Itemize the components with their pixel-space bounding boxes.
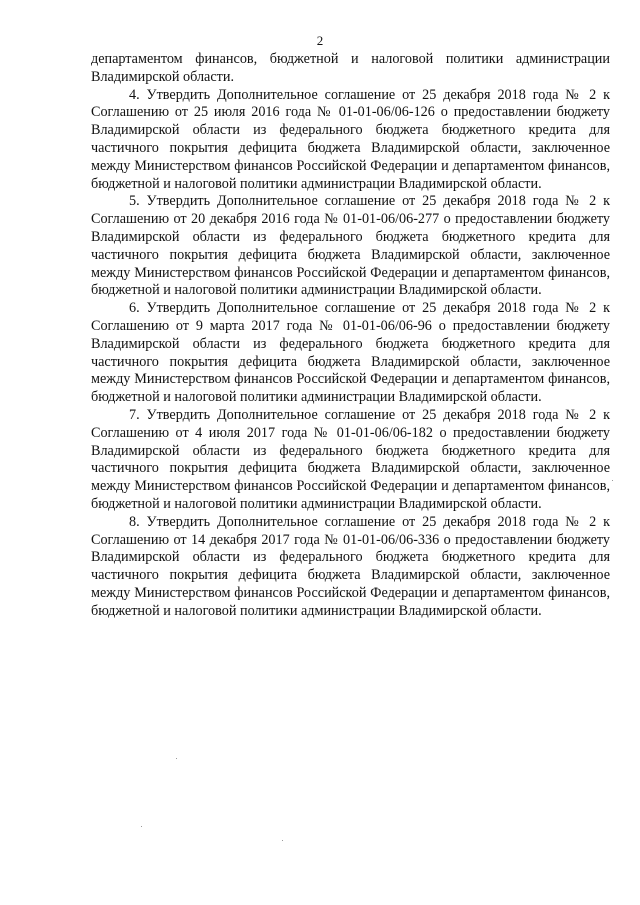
scan-speck (176, 758, 177, 759)
paragraph-item-4: 4. Утвердить Дополнительное соглашение от 25 декабря 2018 года № 2 к Соглашению от 25 июля 2016 года № 01-01-06/06-126 о предоставлении бюджету Владимирской области из федерального бюджета бюджетного кредита для частичного покрытия дефицита бюджета Владимирской области, заключенное между Министерством финансов Российской Федерации и департаментом финансов, бюджетной и налоговой политики администрации Владимирской области. (91, 86, 610, 192)
paragraph-item-6: 6. Утвердить Дополнительное соглашение от 25 декабря 2018 года № 2 к Соглашению от 9 марта 2017 года № 01-01-06/06-96 о предоставлении бюджету Владимирской области из федерального бюджета бюджетного кредита для частичного покрытия дефицита бюджета Владимирской области, заключенное между Министерством финансов Российской Федерации и департаментом финансов, бюджетной и налоговой политики администрации Владимирской области. (91, 300, 610, 406)
document-body (91, 51, 610, 621)
paragraph-item-5: 5. Утвердить Дополнительное соглашение от 25 декабря 2018 года № 2 к Соглашению от 20 декабря 2016 года № 01-01-06/06-277 о предоставлении бюджету Владимирской области из федерального бюджета бюджетного кредита для частичного покрытия дефицита бюджета Владимирской области, заключенное между Министерством финансов Российской Федерации и департаментом финансов, бюджетной и налоговой политики администрации Владимирской области. (91, 193, 610, 299)
paragraph-item-7: 7. Утвердить Дополнительное соглашение от 25 декабря 2018 года № 2 к Соглашению от 4 июля 2017 года № 01-01-06/06-182 о предоставлении бюджету Владимирской области из федерального бюджета бюджетного кредита для частичного покрытия дефицита бюджета Владимирской области, заключенное между Министерством финансов Российской Федерации и департаментом финансов, бюджетной и налоговой политики администрации Владимирской области. (91, 406, 610, 512)
scan-speck (141, 826, 142, 827)
scan-speck (282, 840, 283, 841)
scan-speck (612, 480, 613, 481)
paragraph-continuation: департаментом финансов, бюджетной и налоговой политики администрации Владимирской области. (91, 51, 610, 85)
page-number: 2 (316, 33, 324, 48)
paragraph-item-8: 8. Утвердить Дополнительное соглашение от 25 декабря 2018 года № 2 к Соглашению от 14 декабря 2017 года № 01-01-06/06-336 о предоставлении бюджету Владимирской области из федерального бюджета бюджетного кредита для частичного покрытия дефицита бюджета Владимирской области, заключенное между Министерством финансов Российской Федерации и департаментом финансов, бюджетной и налоговой политики администрации Владимирской области. (91, 513, 610, 619)
